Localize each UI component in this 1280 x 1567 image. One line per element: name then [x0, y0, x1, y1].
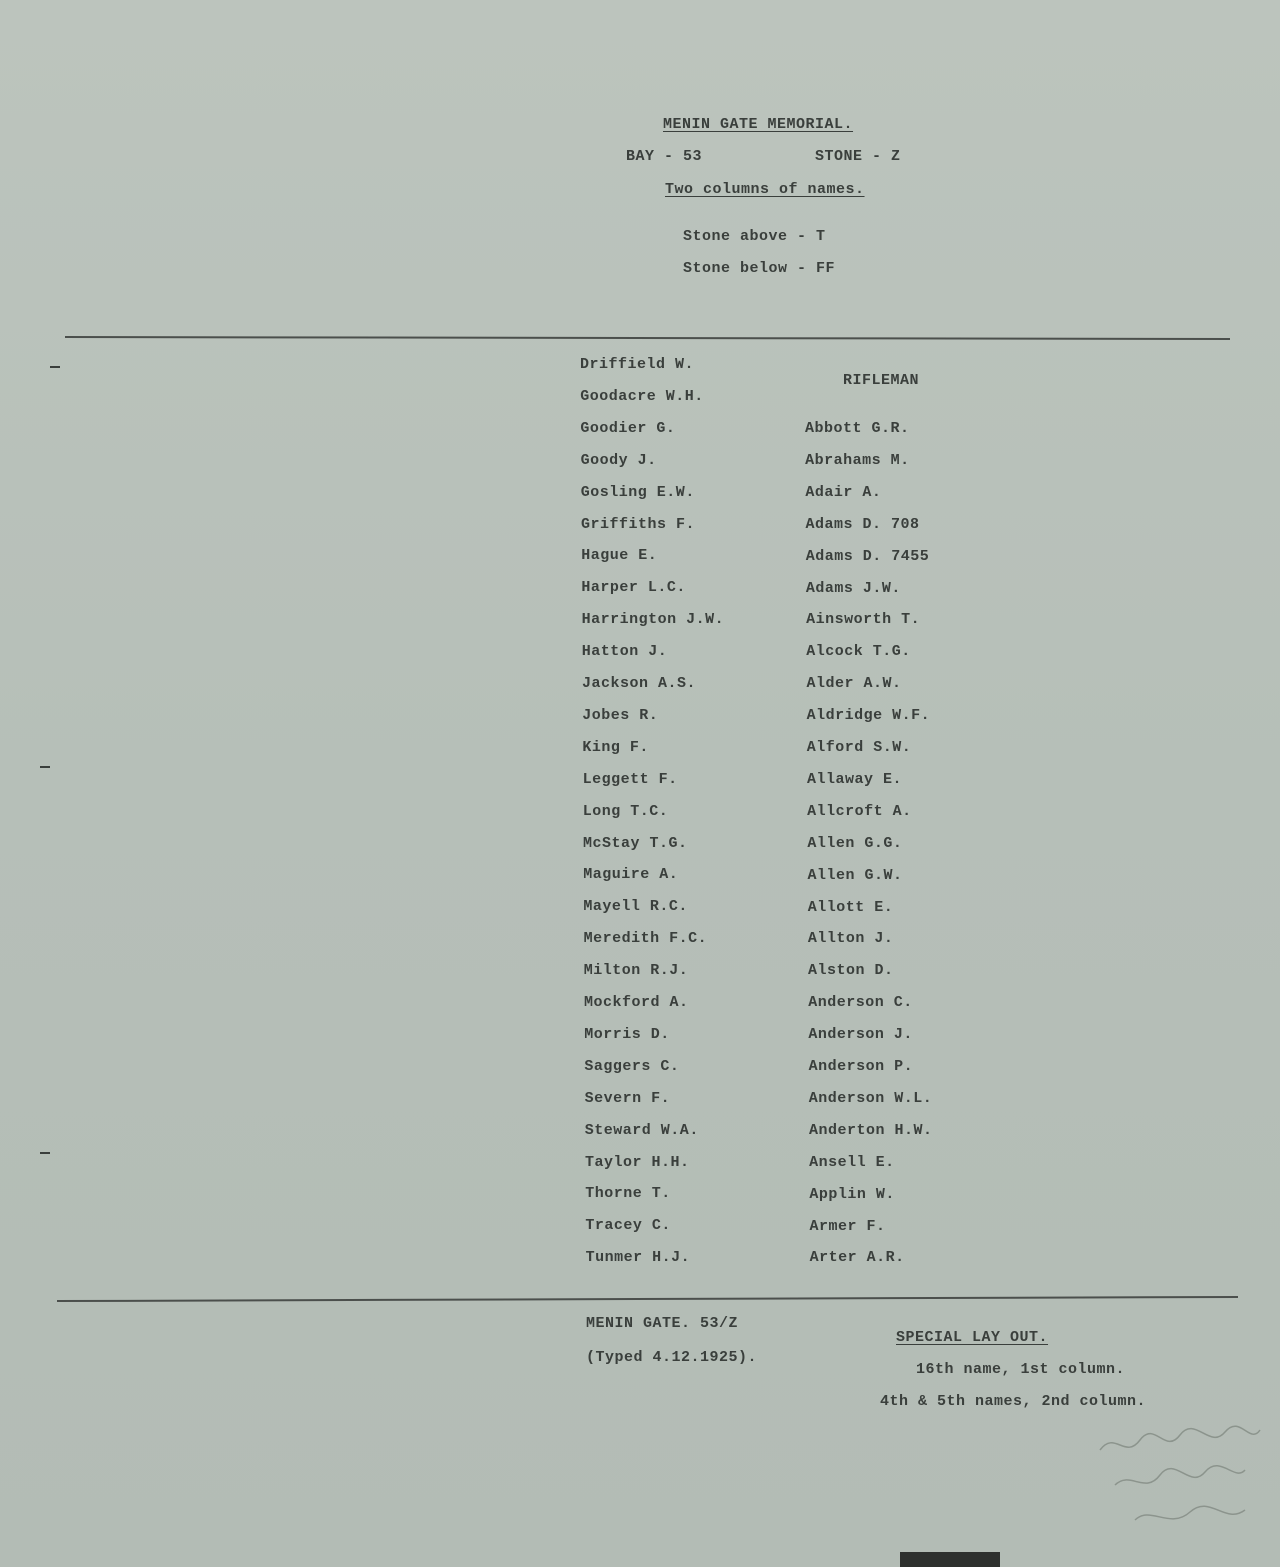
name-entry: Maguire A.	[583, 866, 679, 884]
name-entry: Hague E.	[581, 547, 658, 565]
name-entry: Adams D. 708	[805, 515, 920, 533]
rifleman-heading: RIFLEMAN	[843, 372, 920, 389]
name-entry: Long T.C.	[582, 802, 669, 820]
name-entry: Harrington J.W.	[581, 611, 725, 629]
name-entry: Anderson J.	[808, 1026, 913, 1044]
stone-below: Stone below - FF	[683, 260, 836, 277]
name-entry: Anderton H.W.	[808, 1121, 933, 1139]
name-entry: Morris D.	[584, 1025, 670, 1043]
special-layout-title: SPECIAL LAY OUT.	[896, 1329, 1049, 1346]
name-entry: Tracey C.	[585, 1217, 671, 1235]
margin-mark	[50, 366, 60, 368]
name-entry: Alder A.W.	[806, 675, 902, 693]
name-entry: Thorne T.	[585, 1185, 671, 1203]
name-entry: Anderson P.	[808, 1058, 914, 1075]
scan-edge	[900, 1552, 1000, 1567]
name-entry: Allott E.	[807, 898, 894, 916]
name-entry: Alcock T.G.	[806, 643, 911, 661]
name-entry: McStay T.G.	[583, 834, 688, 852]
name-entry: Alford S.W.	[806, 739, 912, 756]
name-entry: Goodacre W.H.	[580, 387, 704, 405]
columns-note: Two columns of names.	[665, 181, 865, 198]
special-layout-line-2: 4th & 5th names, 2nd column.	[880, 1393, 1147, 1410]
name-entry: Allaway E.	[806, 770, 902, 788]
name-entry: Harper L.C.	[581, 579, 686, 597]
special-layout-line-1: 16th name, 1st column.	[916, 1361, 1126, 1378]
margin-mark	[40, 1152, 50, 1154]
name-entry: Saggers C.	[584, 1057, 680, 1075]
top-divider	[65, 336, 1230, 340]
name-entry: Adams J.W.	[805, 579, 901, 597]
name-entry: Allcroft A.	[807, 802, 912, 820]
name-entry: Driffield W.	[580, 356, 695, 373]
name-entry: King F.	[582, 738, 649, 756]
name-entry: Jobes R.	[582, 706, 659, 724]
name-entry: Anderson W.L.	[808, 1089, 933, 1107]
name-entry: Allen G.G.	[807, 834, 903, 852]
name-entry: Taylor H.H.	[585, 1153, 690, 1171]
name-entry: Tunmer H.J.	[585, 1249, 691, 1267]
footer-reference: MENIN GATE. 53/Z	[586, 1315, 739, 1332]
pencil-annotation	[1095, 1420, 1265, 1540]
name-entry: Adams D. 7455	[805, 547, 930, 565]
bottom-divider	[57, 1296, 1238, 1302]
name-entry: Armer F.	[809, 1217, 886, 1235]
name-entry: Severn F.	[584, 1089, 671, 1107]
name-entry: Ansell E.	[809, 1153, 895, 1171]
name-entry: Goodier G.	[580, 419, 676, 437]
name-entry: Meredith F.C.	[583, 930, 708, 948]
name-entry: Aldridge W.F.	[806, 707, 931, 725]
name-entry: Adair A.	[805, 483, 882, 501]
name-entry: Leggett F.	[582, 770, 678, 788]
name-entry: Allton J.	[807, 930, 894, 948]
name-entry: Allen G.W.	[807, 866, 903, 884]
name-entry: Applin W.	[809, 1185, 895, 1203]
name-entry: Anderson C.	[808, 994, 913, 1012]
name-entry: Abbott G.R.	[805, 420, 910, 437]
name-entry: Jackson A.S.	[582, 675, 697, 692]
stone-above: Stone above - T	[683, 228, 826, 245]
typed-date: (Typed 4.12.1925).	[586, 1349, 758, 1366]
name-entry: Gosling E.W.	[580, 483, 695, 501]
name-entry: Mayell R.C.	[583, 898, 688, 916]
name-entry: Hatton J.	[581, 643, 668, 661]
name-entry: Ainsworth T.	[806, 611, 921, 629]
name-entry: Milton R.J.	[583, 962, 689, 980]
name-entry: Steward W.A.	[584, 1121, 699, 1139]
bay-label: BAY - 53	[626, 148, 703, 165]
name-entry: Griffiths F.	[581, 515, 696, 533]
name-entry: Goody J.	[580, 451, 657, 469]
name-entry: Mockford A.	[584, 994, 689, 1011]
name-entry: Abrahams M.	[805, 451, 910, 469]
margin-mark	[40, 766, 50, 768]
name-entry: Arter A.R.	[809, 1249, 905, 1267]
name-entry: Alston D.	[808, 962, 894, 980]
memorial-title: MENIN GATE MEMORIAL.	[663, 116, 854, 133]
stone-label: STONE - Z	[815, 148, 901, 165]
